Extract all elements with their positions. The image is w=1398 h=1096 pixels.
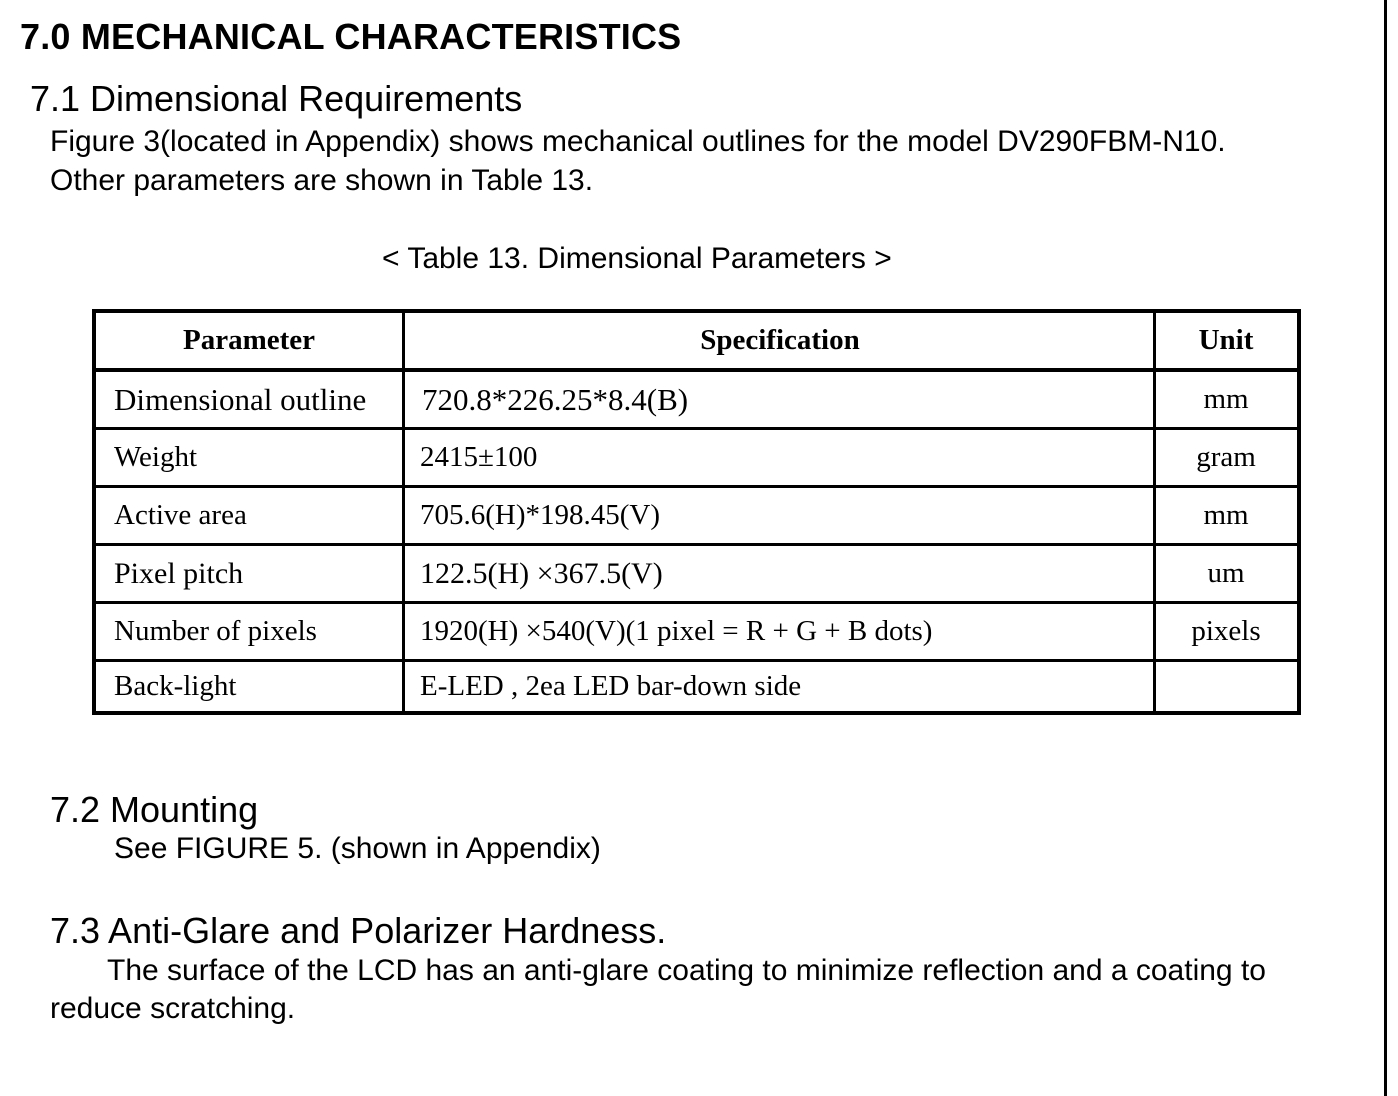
cell-parameter: Pixel pitch (114, 556, 244, 590)
cell-specification: 122.5(H) ×367.5(V) (420, 556, 663, 590)
table-caption: < Table 13. Dimensional Parameters > (382, 242, 892, 275)
antiglare-heading: 7.3 Anti-Glare and Polarizer Hardness. (50, 910, 667, 951)
header-specification: Specification (700, 324, 860, 356)
dimensional-heading: 7.1 Dimensional Requirements (30, 78, 523, 119)
dimensional-text-line-1: Figure 3(located in Appendix) shows mechanical outlines for the model DV290FBM-N10. (50, 125, 1226, 158)
column-divider (402, 313, 405, 711)
cell-specification: E-LED , 2ea LED bar-down side (420, 670, 802, 702)
header-unit: Unit (1198, 324, 1254, 356)
cell-parameter: Active area (114, 499, 247, 531)
table-row (96, 662, 1297, 711)
table-row (96, 546, 1297, 601)
cell-parameter: Number of pixels (114, 615, 317, 647)
cell-parameter: Weight (114, 441, 198, 473)
table-header-row (96, 313, 1297, 368)
dimensional-text-line-2: Other parameters are shown in Table 13. (50, 164, 594, 197)
page-right-border (1384, 0, 1387, 1096)
cell-unit: gram (1196, 441, 1256, 473)
cell-specification: 1920(H) ×540(V)(1 pixel = R + G + B dots) (420, 615, 933, 647)
table-row (96, 604, 1297, 659)
antiglare-text-line-2: reduce scratching. (50, 992, 296, 1025)
cell-parameter: Back-light (114, 670, 237, 702)
cell-specification: 2415±100 (420, 441, 538, 473)
cell-unit (1156, 662, 1296, 711)
cell-unit: pixels (1191, 615, 1261, 647)
cell-specification: 720.8*226.25*8.4(B) (422, 381, 689, 417)
cell-unit: mm (1203, 499, 1249, 531)
column-divider (1153, 313, 1156, 711)
cell-specification: 705.6(H)*198.45(V) (420, 499, 661, 531)
mounting-heading: 7.2 Mounting (50, 789, 259, 830)
header-parameter: Parameter (182, 324, 315, 356)
table-row (96, 488, 1297, 543)
antiglare-text-line-1: The surface of the LCD has an anti-glare coating to minimize reflection and a coating to (107, 954, 1266, 987)
cell-unit: um (1207, 557, 1245, 589)
table-row (96, 430, 1297, 485)
dimensional-parameters-table (92, 309, 1301, 715)
cell-unit: mm (1203, 383, 1249, 415)
section-title: 7.0 MECHANICAL CHARACTERISTICS (20, 16, 682, 57)
mounting-text: See FIGURE 5. (shown in Appendix) (114, 832, 601, 865)
cell-parameter: Dimensional outline (114, 381, 367, 417)
table-row (96, 372, 1297, 427)
